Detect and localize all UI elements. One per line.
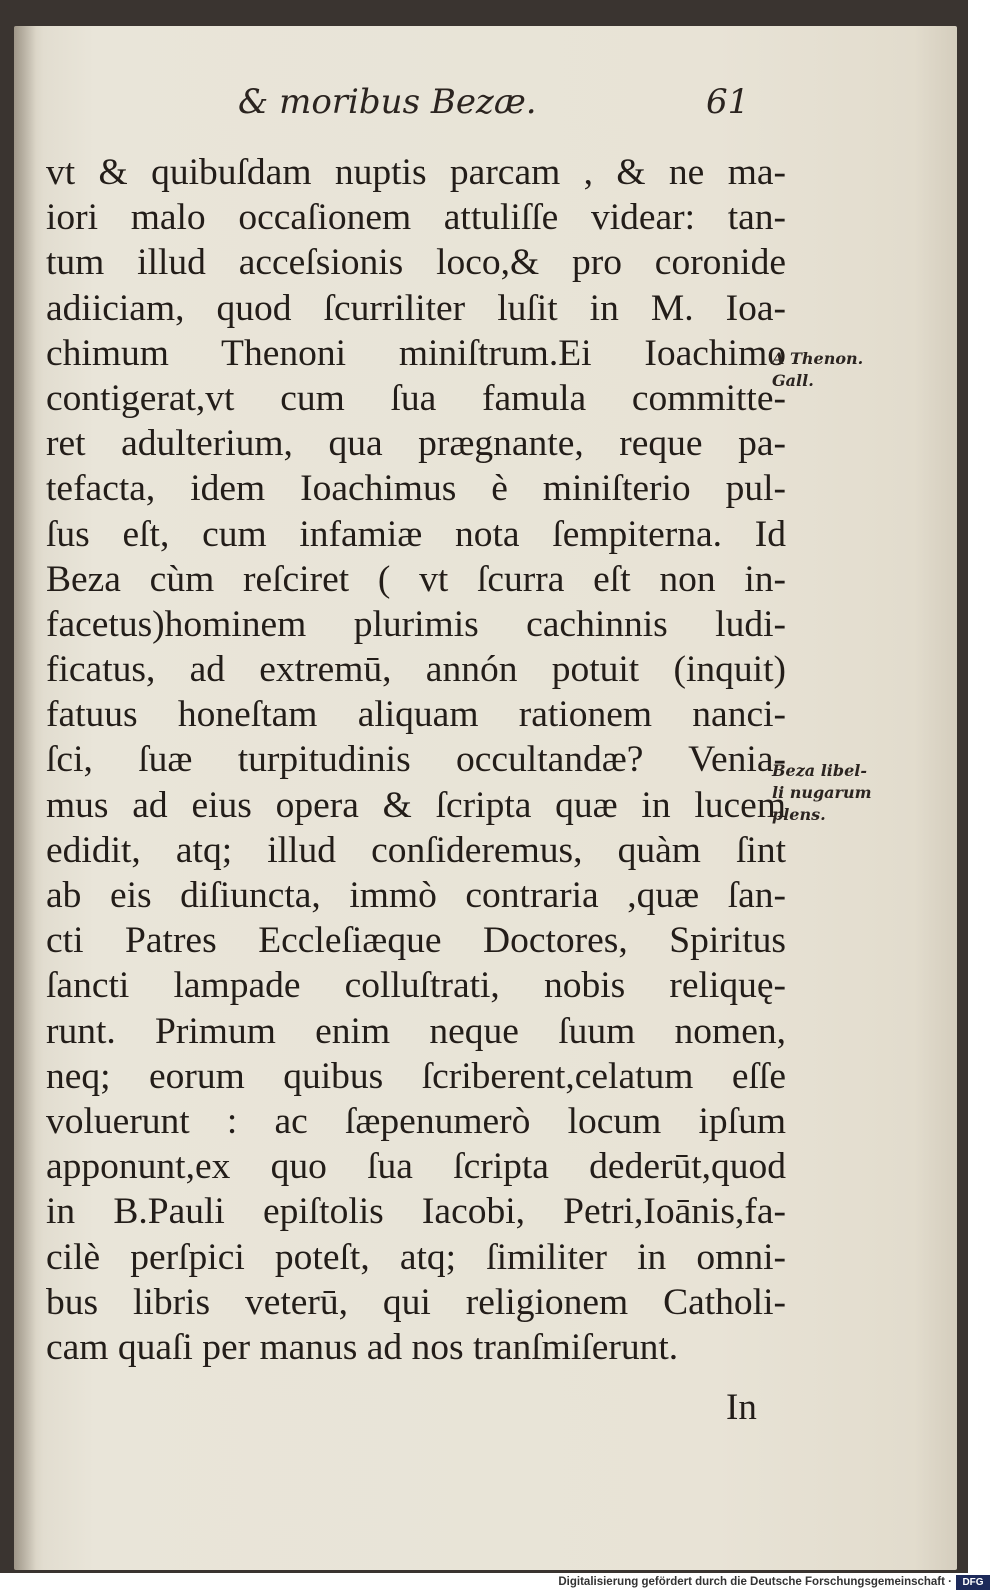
text-line: facetus)hominem plurimis cachinnis ludi- (46, 603, 786, 645)
funding-credit: Digitalisierung gefördert durch die Deutsche Forschungsgemeinschaft · (558, 1576, 952, 1588)
text-line: ſus eſt, cum infamiæ nota ſempiterna. Id (46, 513, 786, 555)
marginal-note-line: Gall. (772, 371, 814, 390)
text-line: ficatus, ad extremū, annón potuit (inquit) (46, 649, 786, 691)
page-number: 61 (706, 82, 750, 122)
text-line: bus libris veterū, qui religionem Catholi- (46, 1281, 786, 1323)
text-line: cti Patres Eccleſiæque Doctores, Spiritus (46, 920, 786, 962)
text-line: tefacta, idem Ioachimus è miniſterio pul- (46, 468, 786, 510)
dfg-logo: DFG (956, 1575, 990, 1590)
text-line: ab eis diſiuncta, immò contraria ,quæ ſan- (46, 875, 786, 916)
text-line: in B.Pauli epiſtolis Iacobi, Petri,Ioānis,fa- (46, 1191, 786, 1233)
text-line: runt. Primum enim neque ſuum nomen, (46, 1010, 786, 1052)
text-line: Beza cùm reſciret ( vt ſcurra eſt non in- (46, 558, 786, 600)
text-line: iori malo occaſionem attuliſſe videar: tan- (46, 197, 786, 239)
text-line: contigerat,vt cum ſua famula committe- (46, 377, 786, 419)
body-text (46, 150, 786, 1370)
marginal-note-line: Beza libel- (772, 761, 867, 780)
running-head: & moribus Bezæ. (238, 82, 537, 122)
marginal-note-line: A Thenon. (772, 349, 864, 368)
text-line: cilè perſpici poteſt, atq; ſimiliter in omni- (46, 1236, 786, 1278)
text-line: ſci, ſuæ turpitudinis occultandæ? Venia- (46, 739, 786, 781)
text-line: tum illud acceſsionis loco,& pro coronide (46, 242, 786, 284)
marginal-note (772, 760, 872, 826)
text-line: cam quaſi per manus ad nos tranſmiſerunt. (46, 1326, 679, 1368)
text-line: neq; eorum quibus ſcriberent,celatum eſſe (46, 1055, 786, 1097)
catchword: In (726, 1387, 757, 1428)
text-line: voluerunt : ac ſæpenumerò locum ipſum (46, 1100, 786, 1142)
text-line: chimum Thenoni miniſtrum.Ei Ioachimo (46, 332, 786, 374)
text-line: mus ad eius opera & ſcripta quæ in lucem (46, 784, 786, 826)
footer-bar (0, 1573, 1000, 1594)
spine-shadow (14, 26, 36, 1570)
text-line: vt & quibuſdam nuptis parcam , & ne ma- (46, 152, 786, 193)
marginal-note-line: plens. (772, 805, 826, 824)
marginal-note-line: li nugarum (772, 783, 872, 802)
text-line: fatuus honeſtam aliquam rationem nanci- (46, 694, 786, 736)
text-line: ſancti lampade colluſtrati, nobis reliquę- (46, 965, 786, 1007)
text-line: apponunt,ex quo ſua ſcripta dederūt,quod (46, 1146, 786, 1188)
text-line: edidit, atq; illud conſideremus, quàm ſint (46, 829, 786, 871)
text-line: ret adulterium, qua prægnante, reque pa- (46, 423, 786, 465)
text-line: adiiciam, quod ſcurriliter luſit in M. Ioa- (46, 287, 786, 329)
marginal-note (772, 348, 863, 392)
